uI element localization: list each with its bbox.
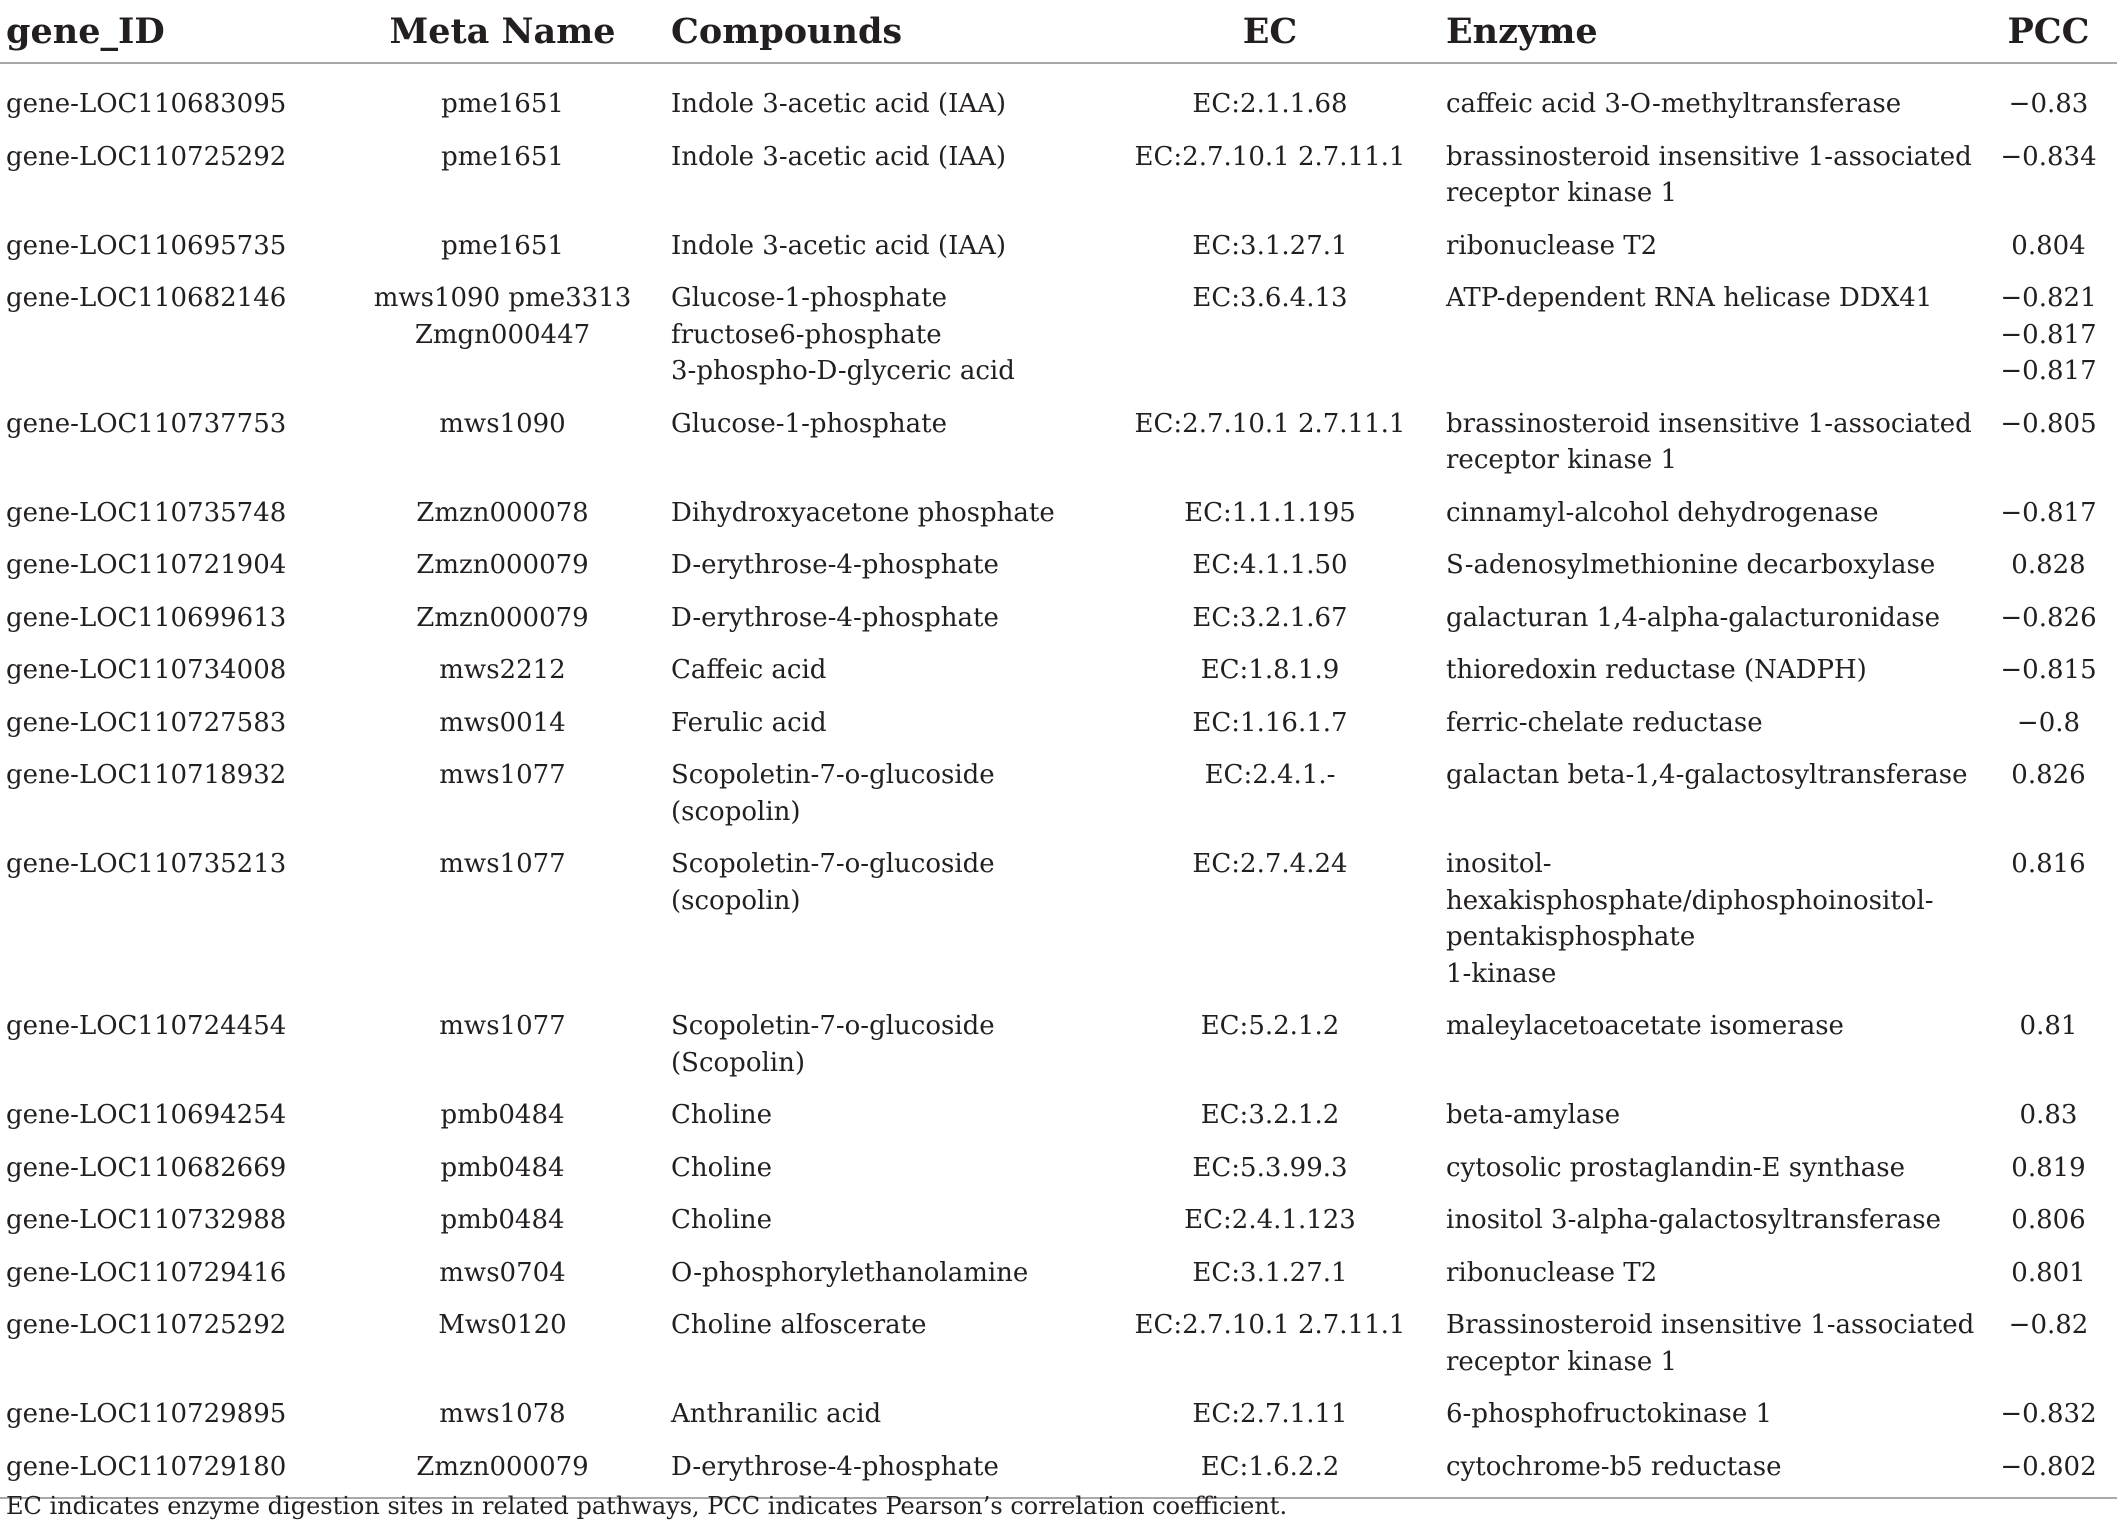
cell-gene-id: gene-LOC110682146 <box>6 283 287 313</box>
table-row <box>0 644 2117 697</box>
cell-pcc: 0.801 <box>2011 1257 2086 1288</box>
cell-pcc: −0.83 <box>2008 89 2089 119</box>
cell-meta-name: mws0014 <box>439 707 566 738</box>
cell-gene-id: gene-LOC110683095 <box>6 89 287 119</box>
cell-gene-id: gene-LOC110727583 <box>6 707 287 738</box>
cell-enzyme: cytochrome-b5 reductase <box>1440 1441 1980 1499</box>
cell-ec: EC:3.1.27.1 <box>1192 230 1348 261</box>
cell-meta-name: Zmzn000079 <box>340 1441 665 1499</box>
cell-gene-id: gene-LOC110729180 <box>0 1441 340 1499</box>
cell-enzyme: ribonuclease T2 <box>1446 1257 1658 1288</box>
table-row <box>0 749 2117 838</box>
table-row <box>0 1388 2117 1441</box>
cell-compounds: Indole 3-acetic acid (IAA) <box>671 89 1007 119</box>
header-compounds: Compounds <box>665 0 1100 63</box>
cell-compounds: Indole 3-acetic acid (IAA) <box>671 141 1007 172</box>
table-footnote: EC indicates enzyme digestion sites in related pathways, PCC indicates Pearson’s correlation coefficient. <box>6 1492 1288 1520</box>
cell-pcc: 0.804 <box>2011 230 2086 261</box>
table-row <box>0 487 2117 540</box>
cell-enzyme: brassinosteroid insensitive 1-associated receptor kinase 1 <box>1446 141 1972 208</box>
table-row <box>0 1441 2117 1499</box>
table-row <box>0 1142 2117 1195</box>
cell-meta-name: pmb0484 <box>440 1100 565 1130</box>
table-row <box>0 63 2117 131</box>
cell-compounds: Glucose-1-phosphate fructose6-phosphate 3-phospho-D-glyceric acid <box>671 283 1015 386</box>
cell-pcc: −0.821 −0.817 −0.817 <box>2000 283 2097 386</box>
cell-compounds: Caffeic acid <box>671 655 827 685</box>
header-meta-name: Meta Name <box>340 0 665 63</box>
cell-enzyme: S-adenosylmethionine decarboxylase <box>1446 550 1936 580</box>
cell-enzyme: ferric-chelate reductase <box>1446 707 1763 738</box>
cell-compounds: Dihydroxyacetone phosphate <box>671 497 1055 528</box>
cell-meta-name: mws1077 <box>439 849 566 879</box>
cell-enzyme: galactan beta-1,4-galactosyltransferase <box>1446 760 1968 790</box>
cell-enzyme: maleylacetoacetate isomerase <box>1446 1011 1844 1041</box>
cell-compounds: Anthranilic acid <box>671 1399 882 1429</box>
cell-pcc: −0.815 <box>2000 655 2097 685</box>
cell-gene-id: gene-LOC110734008 <box>6 655 287 685</box>
cell-meta-name: mws1078 <box>439 1399 566 1429</box>
cell-gene-id: gene-LOC110735213 <box>6 849 287 879</box>
cell-compounds: D-erythrose-4-phosphate <box>665 1441 1100 1499</box>
cell-pcc: 0.819 <box>2011 1152 2086 1183</box>
cell-ec: EC:1.16.1.7 <box>1192 707 1348 738</box>
cell-compounds: Indole 3-acetic acid (IAA) <box>671 230 1007 261</box>
cell-enzyme: cytosolic prostaglandin-E synthase <box>1446 1152 1905 1183</box>
cell-meta-name: pme1651 <box>441 141 564 172</box>
cell-ec: EC:2.4.1.- <box>1204 760 1336 790</box>
header-gene-id: gene_ID <box>0 0 340 63</box>
cell-meta-name: mws1090 pme3313 Zmgn000447 <box>373 283 632 350</box>
cell-pcc: 0.826 <box>2011 760 2086 790</box>
cell-compounds: O-phosphorylethanolamine <box>671 1257 1029 1288</box>
cell-meta-name: mws2212 <box>439 655 566 685</box>
cell-enzyme: ribonuclease T2 <box>1446 230 1658 261</box>
cell-ec: EC:2.7.4.24 <box>1192 849 1348 879</box>
cell-gene-id: gene-LOC110695735 <box>6 230 287 261</box>
table-row <box>0 592 2117 645</box>
table-header-row <box>0 0 2117 63</box>
table-row <box>0 838 2117 1000</box>
cell-pcc: −0.802 <box>1980 1441 2117 1499</box>
table-row <box>0 539 2117 592</box>
cell-compounds: Ferulic acid <box>671 707 827 738</box>
cell-ec: EC:2.1.1.68 <box>1192 89 1348 119</box>
table-body <box>0 63 2117 1498</box>
cell-pcc: −0.805 <box>2000 408 2097 439</box>
header-pcc: PCC <box>1980 0 2117 63</box>
cell-ec: EC:3.2.1.2 <box>1200 1100 1340 1130</box>
cell-ec: EC:2.7.1.11 <box>1192 1399 1348 1429</box>
table-row <box>0 1194 2117 1247</box>
table-row <box>0 220 2117 273</box>
cell-gene-id: gene-LOC110694254 <box>6 1100 287 1130</box>
cell-enzyme: 6-phosphofructokinase 1 <box>1446 1399 1773 1429</box>
cell-gene-id: gene-LOC110721904 <box>6 550 287 580</box>
cell-ec: EC:5.2.1.2 <box>1200 1011 1340 1041</box>
table-row <box>0 1000 2117 1089</box>
header-ec: EC <box>1100 0 1440 63</box>
cell-meta-name: mws1090 <box>439 408 566 439</box>
cell-ec: EC:2.7.10.1 2.7.11.1 <box>1134 1310 1406 1340</box>
cell-meta-name: pme1651 <box>441 230 564 261</box>
cell-gene-id: gene-LOC110729416 <box>6 1257 287 1288</box>
cell-enzyme: inositol 3-alpha-galactosyltransferase <box>1446 1205 1941 1235</box>
cell-ec: EC:2.7.10.1 2.7.11.1 <box>1134 408 1406 439</box>
cell-meta-name: mws0704 <box>439 1257 566 1288</box>
header-enzyme: Enzyme <box>1440 0 1980 63</box>
cell-ec: EC:3.2.1.67 <box>1192 602 1348 633</box>
cell-ec: EC:3.6.4.13 <box>1192 283 1348 313</box>
cell-compounds: Choline <box>671 1152 773 1183</box>
cell-pcc: −0.8 <box>2016 707 2081 738</box>
cell-enzyme: brassinosteroid insensitive 1-associated receptor kinase 1 <box>1446 408 1972 475</box>
cell-pcc: 0.816 <box>2011 849 2086 879</box>
cell-pcc: −0.826 <box>2000 602 2097 633</box>
cell-compounds: Scopoletin-7-o-glucoside (scopolin) <box>671 760 995 827</box>
cell-ec: EC:1.1.1.195 <box>1184 497 1356 528</box>
cell-compounds: Scopoletin-7-o-glucoside (Scopolin) <box>671 1011 995 1078</box>
cell-pcc: −0.817 <box>2000 497 2097 528</box>
cell-ec: EC:5.3.99.3 <box>1192 1152 1348 1183</box>
cell-gene-id: gene-LOC110725292 <box>6 1310 287 1340</box>
cell-meta-name: Zmzn000079 <box>416 550 589 580</box>
table-row <box>0 398 2117 487</box>
cell-enzyme: ATP-dependent RNA helicase DDX41 <box>1446 283 1933 313</box>
cell-ec: EC:2.4.1.123 <box>1184 1205 1356 1235</box>
cell-enzyme: Brassinosteroid insensitive 1-associated receptor kinase 1 <box>1446 1310 1975 1377</box>
cell-ec: EC:1.8.1.9 <box>1200 655 1340 685</box>
cell-ec: EC:1.6.2.2 <box>1100 1441 1440 1499</box>
cell-meta-name: mws1077 <box>439 760 566 790</box>
cell-compounds: Glucose-1-phosphate <box>671 408 947 439</box>
cell-enzyme: galacturan 1,4-alpha-galacturonidase <box>1446 602 1941 633</box>
cell-pcc: 0.806 <box>2011 1205 2086 1235</box>
cell-compounds: Choline <box>671 1100 773 1130</box>
cell-gene-id: gene-LOC110724454 <box>6 1011 287 1041</box>
cell-compounds: D-erythrose-4-phosphate <box>671 550 999 580</box>
table-row <box>0 1299 2117 1388</box>
cell-meta-name: pmb0484 <box>440 1205 565 1235</box>
cell-enzyme: cinnamyl-alcohol dehydrogenase <box>1446 497 1879 528</box>
cell-pcc: −0.834 <box>2000 141 2097 172</box>
cell-gene-id: gene-LOC110725292 <box>6 141 287 172</box>
cell-ec: EC:2.7.10.1 2.7.11.1 <box>1134 141 1406 172</box>
cell-enzyme: thioredoxin reductase (NADPH) <box>1446 655 1867 685</box>
cell-meta-name: pmb0484 <box>440 1152 565 1183</box>
table-row <box>0 697 2117 750</box>
cell-pcc: 0.83 <box>2019 1100 2078 1130</box>
cell-enzyme: caffeic acid 3-O-methyltransferase <box>1446 89 1902 119</box>
cell-compounds: Choline <box>671 1205 773 1235</box>
cell-pcc: 0.828 <box>2011 550 2086 580</box>
table-row <box>0 1247 2117 1300</box>
cell-gene-id: gene-LOC110737753 <box>6 408 287 439</box>
table-row <box>0 272 2117 398</box>
cell-meta-name: mws1077 <box>439 1011 566 1041</box>
cell-meta-name: pme1651 <box>441 89 564 119</box>
cell-pcc: −0.832 <box>2000 1399 2097 1429</box>
cell-compounds: Scopoletin-7-o-glucoside (scopolin) <box>671 849 995 916</box>
cell-gene-id: gene-LOC110732988 <box>6 1205 287 1235</box>
table-row <box>0 1089 2117 1142</box>
cell-meta-name: Mws0120 <box>438 1310 567 1340</box>
cell-pcc: 0.81 <box>2019 1011 2078 1041</box>
cell-gene-id: gene-LOC110718932 <box>6 760 287 790</box>
cell-compounds: D-erythrose-4-phosphate <box>671 602 999 633</box>
cell-pcc: −0.82 <box>2008 1310 2089 1340</box>
cell-gene-id: gene-LOC110699613 <box>6 602 287 633</box>
cell-meta-name: Zmzn000079 <box>416 602 589 633</box>
cell-meta-name: Zmzn000078 <box>416 497 589 528</box>
cell-compounds: Choline alfoscerate <box>671 1310 927 1340</box>
cell-enzyme: beta-amylase <box>1446 1100 1621 1130</box>
cell-gene-id: gene-LOC110735748 <box>6 497 287 528</box>
cell-gene-id: gene-LOC110729895 <box>6 1399 287 1429</box>
table-row <box>0 131 2117 220</box>
cell-ec: EC:3.1.27.1 <box>1192 1257 1348 1288</box>
cell-gene-id: gene-LOC110682669 <box>6 1152 287 1183</box>
cell-ec: EC:4.1.1.50 <box>1192 550 1348 580</box>
cell-enzyme: inositol- hexakisphosphate/diphosphoinositol- pentakisphosphate 1-kinase <box>1446 849 1934 989</box>
